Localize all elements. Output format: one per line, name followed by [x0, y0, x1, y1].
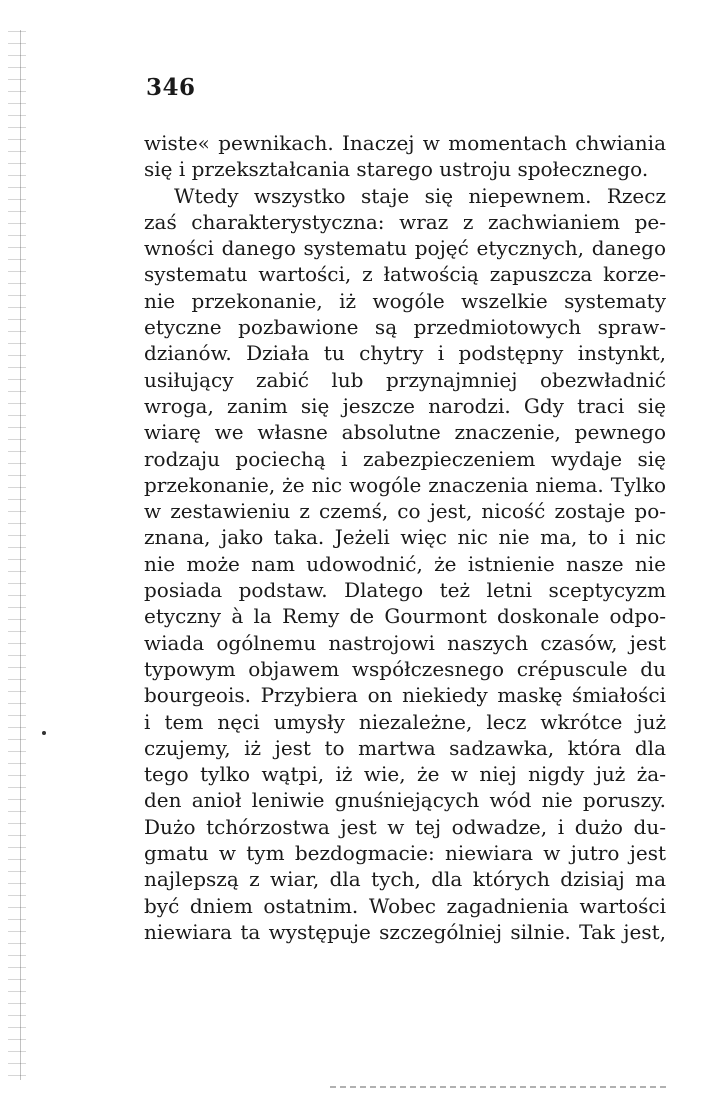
text-line: systematu wartości, z łatwością zapuszcza korze-	[144, 262, 666, 287]
text-line: Dużo tchórzostwa jest w tej odwadze, i dużo du-	[144, 814, 666, 839]
text-line: posiada podstaw. Dlatego też letni sceptycyzm	[144, 578, 666, 603]
text-line: dzianów. Działa tu chytry i podstępny instynkt,	[144, 341, 666, 366]
text-line: przekonanie, że nic wogóle znaczenia niema. Tylko	[144, 472, 666, 497]
text-line: rodzaju pociechą i zabezpieczeniem wydaje się	[144, 446, 666, 471]
text-line: się i przekształcania starego ustroju społecznego.	[144, 157, 649, 182]
text-line: zaś charakterystyczna: wraz z zachwianiem pe-	[144, 209, 666, 234]
text-line: niewiara ta występuje szczególniej silnie. Tak jest,	[144, 919, 666, 944]
text-line: wiste« pewnikach. Inaczej w momentach chwiania	[144, 131, 666, 155]
text-line: etyczne pozbawione są przedmiotowych spraw-	[144, 315, 666, 340]
bottom-print-artifact	[330, 1086, 670, 1088]
text-line: typowym objawem współczesnego crépuscule du	[144, 656, 666, 681]
text-line: czujemy, iż jest to martwa sadzawka, która dla	[144, 735, 666, 760]
page-number: 346	[146, 74, 196, 101]
text-line: tego tylko wątpi, iż wie, że w niej nigdy już ża-	[144, 762, 666, 787]
text-line: usiłujący zabić lub przynajmniej obezwładnić	[144, 367, 666, 392]
text-line: być dniem ostatnim. Wobec zagadnienia wartości	[144, 893, 666, 918]
text-line: nie przekonanie, iż wogóle wszelkie systematy	[144, 288, 666, 313]
text-line: bourgeois. Przybiera on niekiedy maskę śmiałości	[144, 683, 666, 708]
text-line: znana, jako taka. Jeżeli więc nic nie ma, to i nic	[144, 525, 666, 550]
print-speck	[42, 731, 46, 735]
text-line: etyczny à la Remy de Gourmont doskonale odpo-	[144, 604, 666, 629]
text-line: najlepszą z wiar, dla tych, dla których dzisiaj ma	[144, 867, 666, 892]
body-text	[144, 130, 666, 945]
page-gutter-shadow	[8, 20, 26, 1080]
text-line: Wtedy wszystko staje się niepewnem. Rzecz	[174, 183, 666, 208]
text-line: wroga, zanim się jeszcze narodzi. Gdy traci się	[144, 393, 666, 418]
text-line: den anioł leniwie gnuśniejących wód nie poruszy.	[144, 788, 666, 813]
text-line: nie może nam udowodnić, że istnienie nasze nie	[144, 551, 666, 576]
text-line: wiarę we własne absolutne znaczenie, pewnego	[144, 420, 666, 445]
text-line: gmatu w tym bezdogmacie: niewiara w jutro jest	[144, 841, 666, 866]
page-gutter-line	[20, 30, 21, 1080]
text-line: wiada ogólnemu nastrojowi naszych czasów, jest	[144, 630, 666, 655]
text-line: w zestawieniu z czemś, co jest, nicość zostaje po-	[144, 499, 666, 524]
text-line: i tem nęci umysły niezależne, lecz wkrótce już	[144, 709, 666, 734]
text-line: wności danego systematu pojęć etycznych, danego	[144, 236, 666, 261]
